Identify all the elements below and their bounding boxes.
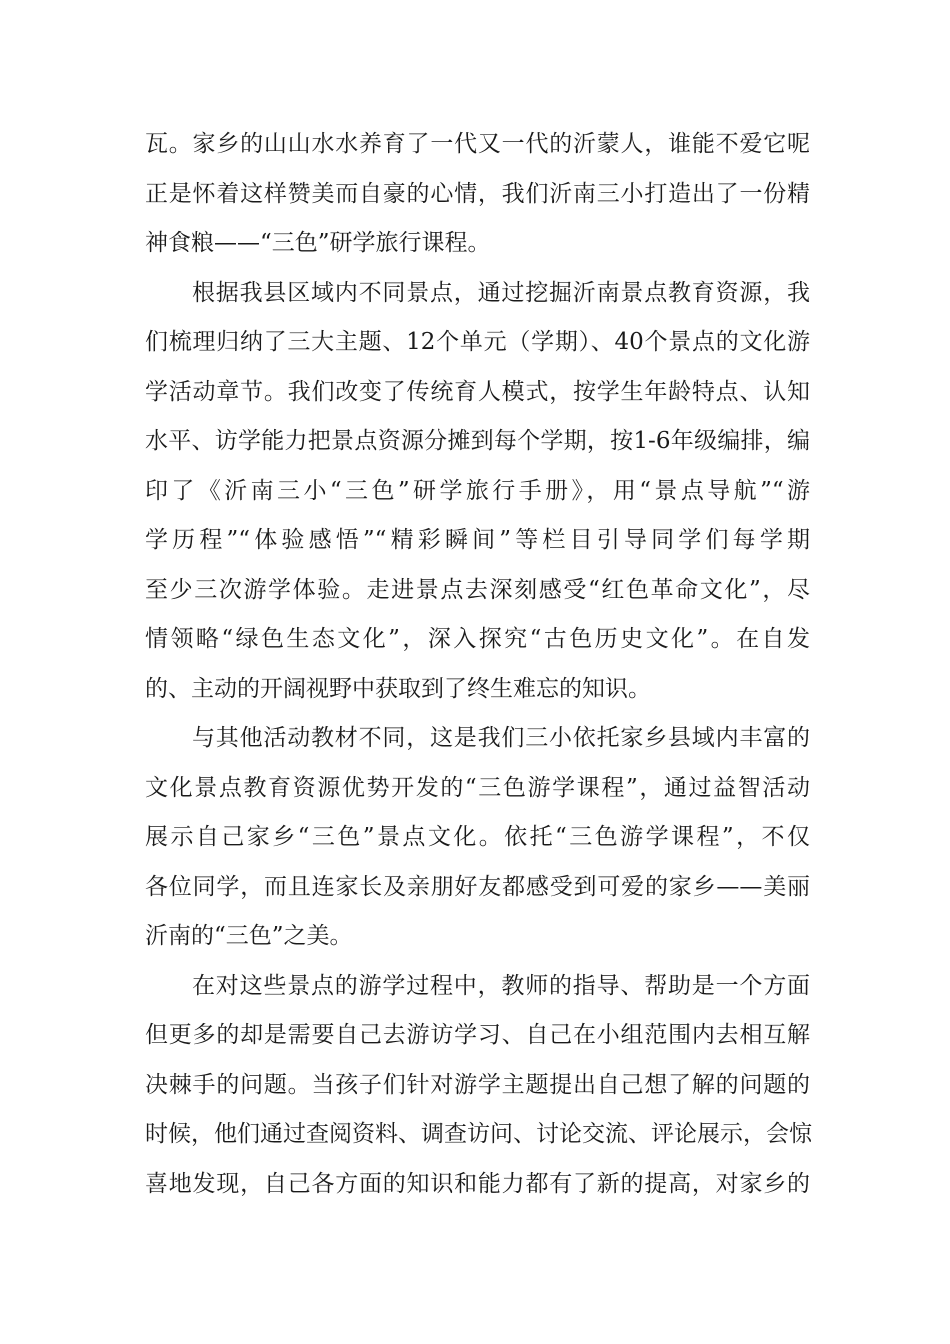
text-line: 沂南的“三色”之美。 xyxy=(145,923,353,949)
text-line: 在对这些景点的游学过程中，教师的指导、帮助是一个方面 xyxy=(192,972,810,999)
text-line: 文化景点教育资源优势开发的“三色游学课程”，通过益智活动 xyxy=(145,774,810,801)
text-line: 印了《沂南三小“三色”研学旅行手册》，用“景点导航”“游 xyxy=(145,477,810,504)
text-line: 瓦。家乡的山山水水养育了一代又一代的沂蒙人，谁能不爱它呢 xyxy=(145,131,810,157)
text-line: 水平、访学能力把景点资源分摊到每个学期，按1-6年级编排，编 xyxy=(145,428,810,454)
text-line: 学活动章节。我们改变了传统育人模式，按学生年龄特点、认知 xyxy=(145,378,810,405)
text-line: 神食粮——“三色”研学旅行课程。 xyxy=(145,230,491,256)
body-text xyxy=(145,120,810,1209)
text-line: 根据我县区域内不同景点，通过挖掘沂南景点教育资源，我 xyxy=(192,279,810,306)
text-line: 们梳理归纳了三大主题、12个单元（学期）、40个景点的文化游 xyxy=(145,329,810,355)
text-line: 学历程”“体验感悟”“精彩瞬间”等栏目引导同学们每学期 xyxy=(145,527,810,553)
text-line: 决棘手的问题。当孩子们针对游学主题提出自己想了解的问题的 xyxy=(145,1071,810,1098)
text-line: 各位同学，而且连家长及亲朋好友都感受到可爱的家乡——美丽 xyxy=(145,873,810,900)
text-line: 喜地发现，自己各方面的知识和能力都有了新的提高，对家乡的 xyxy=(145,1170,810,1197)
text-line: 正是怀着这样赞美而自豪的心情，我们沂南三小打造出了一份精 xyxy=(145,180,810,207)
text-line: 与其他活动教材不同，这是我们三小依托家乡县域内丰富的 xyxy=(192,725,810,751)
text-line: 的、主动的开阔视野中获取到了终生难忘的知识。 xyxy=(145,675,651,702)
text-line: 情领略“绿色生态文化”，深入探究“古色历史文化”。在自发 xyxy=(145,626,810,652)
text-line: 至少三次游学体验。走进景点去深刻感受“红色革命文化”，尽 xyxy=(145,576,810,603)
text-line: 但更多的却是需要自己去游访学习、自己在小组范围内去相互解 xyxy=(145,1022,810,1048)
text-line: 展示自己家乡“三色”景点文化。依托“三色游学课程”，不仅 xyxy=(145,824,810,850)
text-line: 时候，他们通过查阅资料、调查访问、讨论交流、评论展示，会惊 xyxy=(145,1121,812,1147)
